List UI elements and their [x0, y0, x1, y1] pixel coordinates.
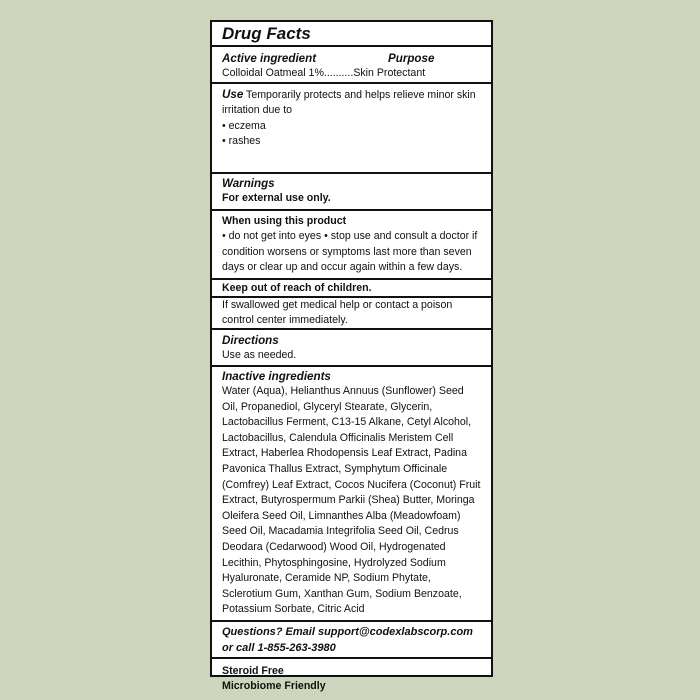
- active-ingredient-section: [212, 45, 491, 82]
- questions-section: [212, 620, 491, 657]
- purpose-header: Purpose: [388, 52, 435, 65]
- inactive-ingredients-header: Inactive ingredients: [222, 370, 331, 383]
- use-text: Temporarily protects and helps relieve minor skin irritation due to: [222, 89, 476, 117]
- when-using-text: • do not get into eyes • stop use and consult a doctor if condition worsens or symptoms last more than seven days or clear up and occur again within a few days.: [222, 230, 478, 274]
- active-ingredient-name: Colloidal Oatmeal 1%: [222, 67, 324, 79]
- keep-out-header-section: [212, 278, 491, 296]
- claim-steroid-free: Steroid Free: [222, 665, 284, 677]
- keep-out-text-section: [212, 296, 491, 328]
- active-ingredient-header-row: [222, 51, 481, 66]
- active-ingredient-header: Active ingredient: [222, 52, 317, 65]
- use-item-eczema: • eczema: [222, 119, 266, 132]
- active-ingredient-row: [222, 66, 481, 81]
- warnings-header: Warnings: [222, 177, 275, 190]
- use-text-block: [222, 87, 481, 119]
- directions-section: [212, 328, 491, 365]
- keep-out-text: If swallowed get medical help or contact a poison control center immediately.: [222, 299, 453, 327]
- claim-microbiome-friendly: Microbiome Friendly: [222, 680, 326, 693]
- claims-section: [212, 657, 491, 693]
- warnings-section: [212, 172, 491, 209]
- use-header: Use: [222, 88, 244, 101]
- when-using-section: [212, 209, 491, 278]
- inactive-ingredients-section: [212, 365, 491, 620]
- keep-out-header: Keep out of reach of children.: [222, 282, 372, 294]
- questions-email: Questions? Email support@codexlabscorp.com: [222, 626, 473, 638]
- drug-facts-title-section: [212, 22, 491, 45]
- active-ingredient-purpose: Skin Protectant: [353, 67, 426, 79]
- when-using-header: When using this product: [222, 215, 347, 227]
- directions-text: Use as needed.: [222, 349, 297, 361]
- use-item-rashes: • rashes: [222, 135, 261, 148]
- leader-dots: ..........: [323, 67, 354, 79]
- directions-header: Directions: [222, 334, 279, 347]
- drug-facts-title: Drug Facts: [222, 24, 311, 43]
- inactive-ingredients-text: Water (Aqua), Helianthus Annuus (Sunflower) Seed Oil, Propanediol, Glyceryl Stearate, Glycerin, Lactobacillus Ferment, C13-15 Alkane, Cetyl Alcohol, Lactobacillus, Calendula Officinalis Meristem Cell Extract, Haberlea Rhodopensis Leaf Extract, Padina Pavonica Thallus Extract, Symphytum Officinale (Comfrey) Leaf Extract, Cocos Nucifera (Coconut) Fruit Extract, Butyrospermum Parkii (Shea) Butter, Moringa Oleifera Seed Oil, Limnanthes Alba (Meadowfoam) Seed Oil, Macadamia Integrifolia Seed Oil, Cedrus Deodara (Cedarwood) Wood Oil, Hydrogenated Lecithin, Phytosphingosine, Hydrolyzed Sodium Hyaluronate, Ceramide NP, Sodium Phytate, Sclerotium Gum, Xanthan Gum, Sodium Benzoate, Potassium Sorbate, Citric Acid: [222, 385, 481, 616]
- external-use-warning: For external use only.: [222, 192, 331, 204]
- drug-facts-label: [210, 20, 493, 693]
- use-section: [212, 82, 491, 172]
- questions-phone: or call 1-855-263-3980: [222, 642, 336, 654]
